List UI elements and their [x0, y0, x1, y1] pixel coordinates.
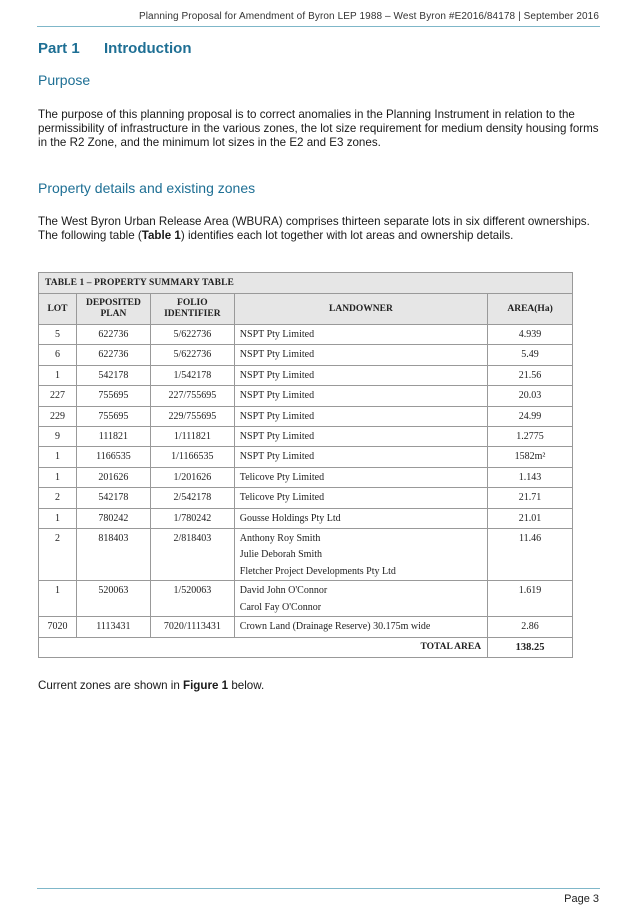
col-header-folio [150, 294, 234, 325]
cell-lot: 5 [39, 325, 77, 345]
cell-landowner [234, 426, 487, 446]
property-heading: Property details and existing zones [38, 180, 256, 196]
owner-name: Telicove Pty Limited [239, 492, 325, 504]
table-row [39, 365, 573, 385]
table-row [39, 426, 573, 446]
figure-reference: Figure 1 [183, 679, 229, 692]
cell-area: 1.2775 [488, 426, 573, 446]
cell-deposited-plan: 755695 [76, 406, 150, 426]
cell-deposited-plan: 622736 [76, 345, 150, 365]
col-header-landowner: LANDOWNER [234, 294, 487, 325]
cell-area: 2.86 [488, 617, 573, 637]
dp-header-line1: DEPOSITED [85, 298, 141, 308]
running-header: Planning Proposal for Amendment of Byron LEP 1988 – West Byron #E2016/84178 | September 2016 [138, 11, 599, 22]
cell-deposited-plan: 780242 [76, 508, 150, 528]
owner-name: Carol Fay O'Connor [239, 601, 322, 613]
cell-lot: 9 [39, 426, 77, 446]
cell-folio: 7020/1113431 [150, 617, 234, 637]
cell-lot: 6 [39, 345, 77, 365]
part-number: Part 1 [38, 40, 80, 57]
owner-name: Fletcher Project Developments Pty Ltd [239, 565, 396, 577]
table-row [39, 406, 573, 426]
cell-lot: 7020 [39, 617, 77, 637]
cell-folio: 1/201626 [150, 467, 234, 487]
cell-area: 21.56 [488, 365, 573, 385]
cell-lot: 1 [39, 581, 77, 617]
table-row [39, 508, 573, 528]
cell-lot: 1 [39, 467, 77, 487]
cell-folio: 1/520063 [150, 581, 234, 617]
cell-landowner [234, 467, 487, 487]
owner-name: Telicove Pty Limited [239, 471, 325, 483]
owner-name: Crown Land (Drainage Reserve) 30.175m wide [239, 621, 431, 633]
cell-deposited-plan: 818403 [76, 528, 150, 581]
cell-deposited-plan: 542178 [76, 488, 150, 508]
cell-deposited-plan: 542178 [76, 365, 150, 385]
cell-area: 21.01 [488, 508, 573, 528]
cell-lot: 1 [39, 508, 77, 528]
owner-name: NSPT Pty Limited [239, 451, 315, 463]
table-row [39, 581, 573, 617]
owner-name: NSPT Pty Limited [239, 369, 315, 381]
property-text-b: ) identifies each lot together with lot areas and ownership details. [180, 229, 514, 242]
owner-name: NSPT Pty Limited [239, 430, 315, 442]
cell-lot: 2 [39, 528, 77, 581]
table-row [39, 447, 573, 467]
total-value: 138.25 [488, 637, 573, 657]
owner-name: David John O'Connor [239, 585, 328, 597]
purpose-heading: Purpose [38, 72, 91, 88]
table-row [39, 528, 573, 581]
cell-landowner [234, 406, 487, 426]
closing-text-b: below. [228, 679, 265, 692]
property-summary-table [38, 272, 573, 658]
cell-deposited-plan: 111821 [76, 426, 150, 446]
closing-paragraph [38, 679, 606, 693]
cell-lot: 227 [39, 386, 77, 406]
cell-landowner [234, 365, 487, 385]
page-number: Page 3 [564, 893, 599, 905]
cell-folio: 2/818403 [150, 528, 234, 581]
table-row [39, 325, 573, 345]
cell-area: 24.99 [488, 406, 573, 426]
table-row [39, 617, 573, 637]
cell-deposited-plan: 520063 [76, 581, 150, 617]
cell-deposited-plan: 755695 [76, 386, 150, 406]
cell-deposited-plan: 201626 [76, 467, 150, 487]
cell-landowner [234, 617, 487, 637]
cell-area: 1582m² [488, 447, 573, 467]
cell-landowner [234, 508, 487, 528]
cell-landowner [234, 447, 487, 467]
cell-lot: 1 [39, 365, 77, 385]
part-title: Introduction [104, 40, 192, 57]
cell-area: 5.49 [488, 345, 573, 365]
col-header-lot: LOT [39, 294, 77, 325]
col-header-area: AREA(Ha) [488, 294, 573, 325]
cell-landowner [234, 386, 487, 406]
cell-area: 11.46 [488, 528, 573, 581]
cell-landowner [234, 528, 487, 581]
cell-folio: 229/755695 [150, 406, 234, 426]
table-reference: Table 1 [141, 229, 181, 242]
table-row [39, 467, 573, 487]
owner-name: Julie Deborah Smith [239, 549, 323, 561]
dp-header-line2: PLAN [100, 309, 127, 319]
cell-landowner [234, 488, 487, 508]
cell-folio: 2/542178 [150, 488, 234, 508]
cell-deposited-plan: 622736 [76, 325, 150, 345]
property-text-a: The West Byron Urban Release Area (WBURA) comprises thirteen separate lots in six different ownerships. The following table ( [38, 215, 590, 242]
cell-folio: 1/111821 [150, 426, 234, 446]
cell-lot: 2 [39, 488, 77, 508]
footer-divider [37, 888, 600, 889]
folio-header-line2: IDENTIFIER [164, 309, 221, 319]
cell-folio: 1/542178 [150, 365, 234, 385]
folio-header-line1: FOLIO [177, 298, 208, 308]
part-heading [38, 40, 191, 57]
cell-folio: 5/622736 [150, 325, 234, 345]
table-row [39, 386, 573, 406]
owner-name: Gousse Holdings Pty Ltd [239, 512, 341, 524]
table-body [39, 325, 573, 638]
cell-area: 21.71 [488, 488, 573, 508]
owner-name: NSPT Pty Limited [239, 410, 315, 422]
cell-area: 1.619 [488, 581, 573, 617]
owner-name: NSPT Pty Limited [239, 390, 315, 402]
owner-name: NSPT Pty Limited [239, 329, 315, 340]
owner-name: NSPT Pty Limited [239, 349, 315, 361]
header-divider [37, 26, 600, 27]
cell-deposited-plan: 1166535 [76, 447, 150, 467]
table-row [39, 488, 573, 508]
cell-folio: 5/622736 [150, 345, 234, 365]
table-row [39, 345, 573, 365]
total-label: TOTAL AREA [39, 637, 488, 657]
owner-name: Anthony Roy Smith [239, 532, 321, 544]
cell-deposited-plan: 1113431 [76, 617, 150, 637]
cell-lot: 1 [39, 447, 77, 467]
closing-text-a: Current zones are shown in [38, 679, 183, 692]
cell-folio: 1/1166535 [150, 447, 234, 467]
cell-area: 4.939 [488, 325, 573, 345]
cell-lot: 229 [39, 406, 77, 426]
cell-area: 1.143 [488, 467, 573, 487]
cell-folio: 227/755695 [150, 386, 234, 406]
col-header-deposited-plan [76, 294, 150, 325]
cell-landowner [234, 581, 487, 617]
cell-landowner [234, 345, 487, 365]
total-row [39, 637, 573, 657]
cell-folio: 1/780242 [150, 508, 234, 528]
cell-area: 20.03 [488, 386, 573, 406]
cell-landowner [234, 325, 487, 345]
table-title: TABLE 1 – PROPERTY SUMMARY TABLE [39, 273, 573, 294]
property-paragraph [38, 215, 606, 243]
purpose-paragraph: The purpose of this planning proposal is to correct anomalies in the Planning Instrument in relation to the permissibility of infrastructure in the various zones, the lot size requirement for medium density housing forms in the R2 Zone, and the minimum lot sizes in the E2 and E3 zones. [38, 108, 599, 149]
